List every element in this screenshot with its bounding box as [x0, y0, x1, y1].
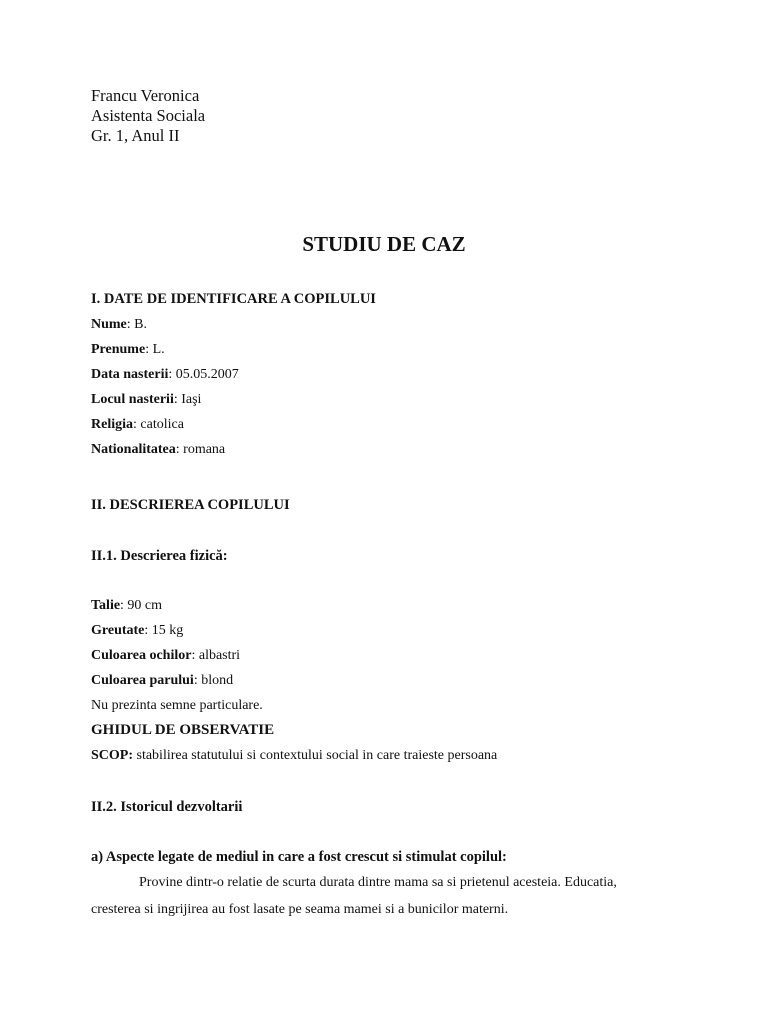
section-2-2-heading: II.2. Istoricul dezvoltarii [91, 799, 243, 815]
field-label: Nationalitatea [91, 442, 176, 457]
field-value: : B. [126, 317, 148, 332]
field-nationalitatea [91, 443, 225, 457]
field-locul-nasterii [91, 393, 201, 407]
field-value: : 05.05.2007 [168, 367, 239, 382]
guide-heading: GHIDUL DE OBSERVATIE [91, 722, 275, 738]
field-value: : Iaşi [173, 392, 202, 407]
subsection-a-heading: a) Aspecte legate de mediul in care a fost crescut si stimulat copilul: [91, 849, 507, 865]
field-label: Data nasterii [91, 367, 169, 382]
field-label: Prenume [91, 342, 146, 357]
field-label: Locul nasterii [91, 392, 174, 407]
section-2-heading: II. DESCRIEREA COPILULUI [91, 497, 290, 513]
field-label: Culoarea ochilor [91, 648, 192, 663]
field-culoarea-ochilor [91, 649, 240, 663]
paragraph-line-1: Provine dintr-o relatie de scurta durata dintre mama sa si prietenul acesteia. Educatia, [139, 875, 617, 890]
field-culoarea-parului [91, 674, 233, 688]
field-label: Culoarea parului [91, 673, 194, 688]
field-label: Greutate [91, 623, 145, 638]
field-value: : catolica [133, 417, 184, 432]
section-2-1-heading: II.1. Descrierea fizică: [91, 548, 228, 564]
field-greutate [91, 624, 183, 638]
field-religia [91, 418, 184, 432]
field-label: Religia [91, 417, 133, 432]
document-title: STUDIU DE CAZ [302, 232, 466, 256]
field-value: : romana [175, 442, 226, 457]
scope-text: stabilirea statutului si contextului social in care traieste persoana [133, 748, 498, 763]
author-group: Gr. 1, Anul II [91, 126, 180, 145]
field-data-nasterii [91, 368, 239, 382]
scope-line [91, 749, 497, 763]
section-1-heading: I. DATE DE IDENTIFICARE A COPILULUI [91, 291, 376, 307]
field-label: Nume [91, 317, 127, 332]
paragraph-line-2: cresterea si ingrijirea au fost lasate pe seama mamei si a bunicilor materni. [91, 902, 509, 917]
field-value: : 90 cm [120, 598, 163, 613]
author-name: Francu Veronica [91, 86, 200, 105]
note-text: Nu prezinta semne particulare. [91, 698, 263, 713]
field-prenume [91, 343, 165, 357]
field-value: : blond [193, 673, 234, 688]
field-value: : albastri [191, 648, 241, 663]
field-value: : 15 kg [144, 623, 184, 638]
scope-label: SCOP: [91, 748, 133, 763]
field-nume [91, 318, 147, 332]
field-talie [91, 599, 162, 613]
field-label: Talie [91, 598, 121, 613]
author-program: Asistenta Sociala [91, 106, 206, 125]
field-value: : L. [145, 342, 165, 357]
